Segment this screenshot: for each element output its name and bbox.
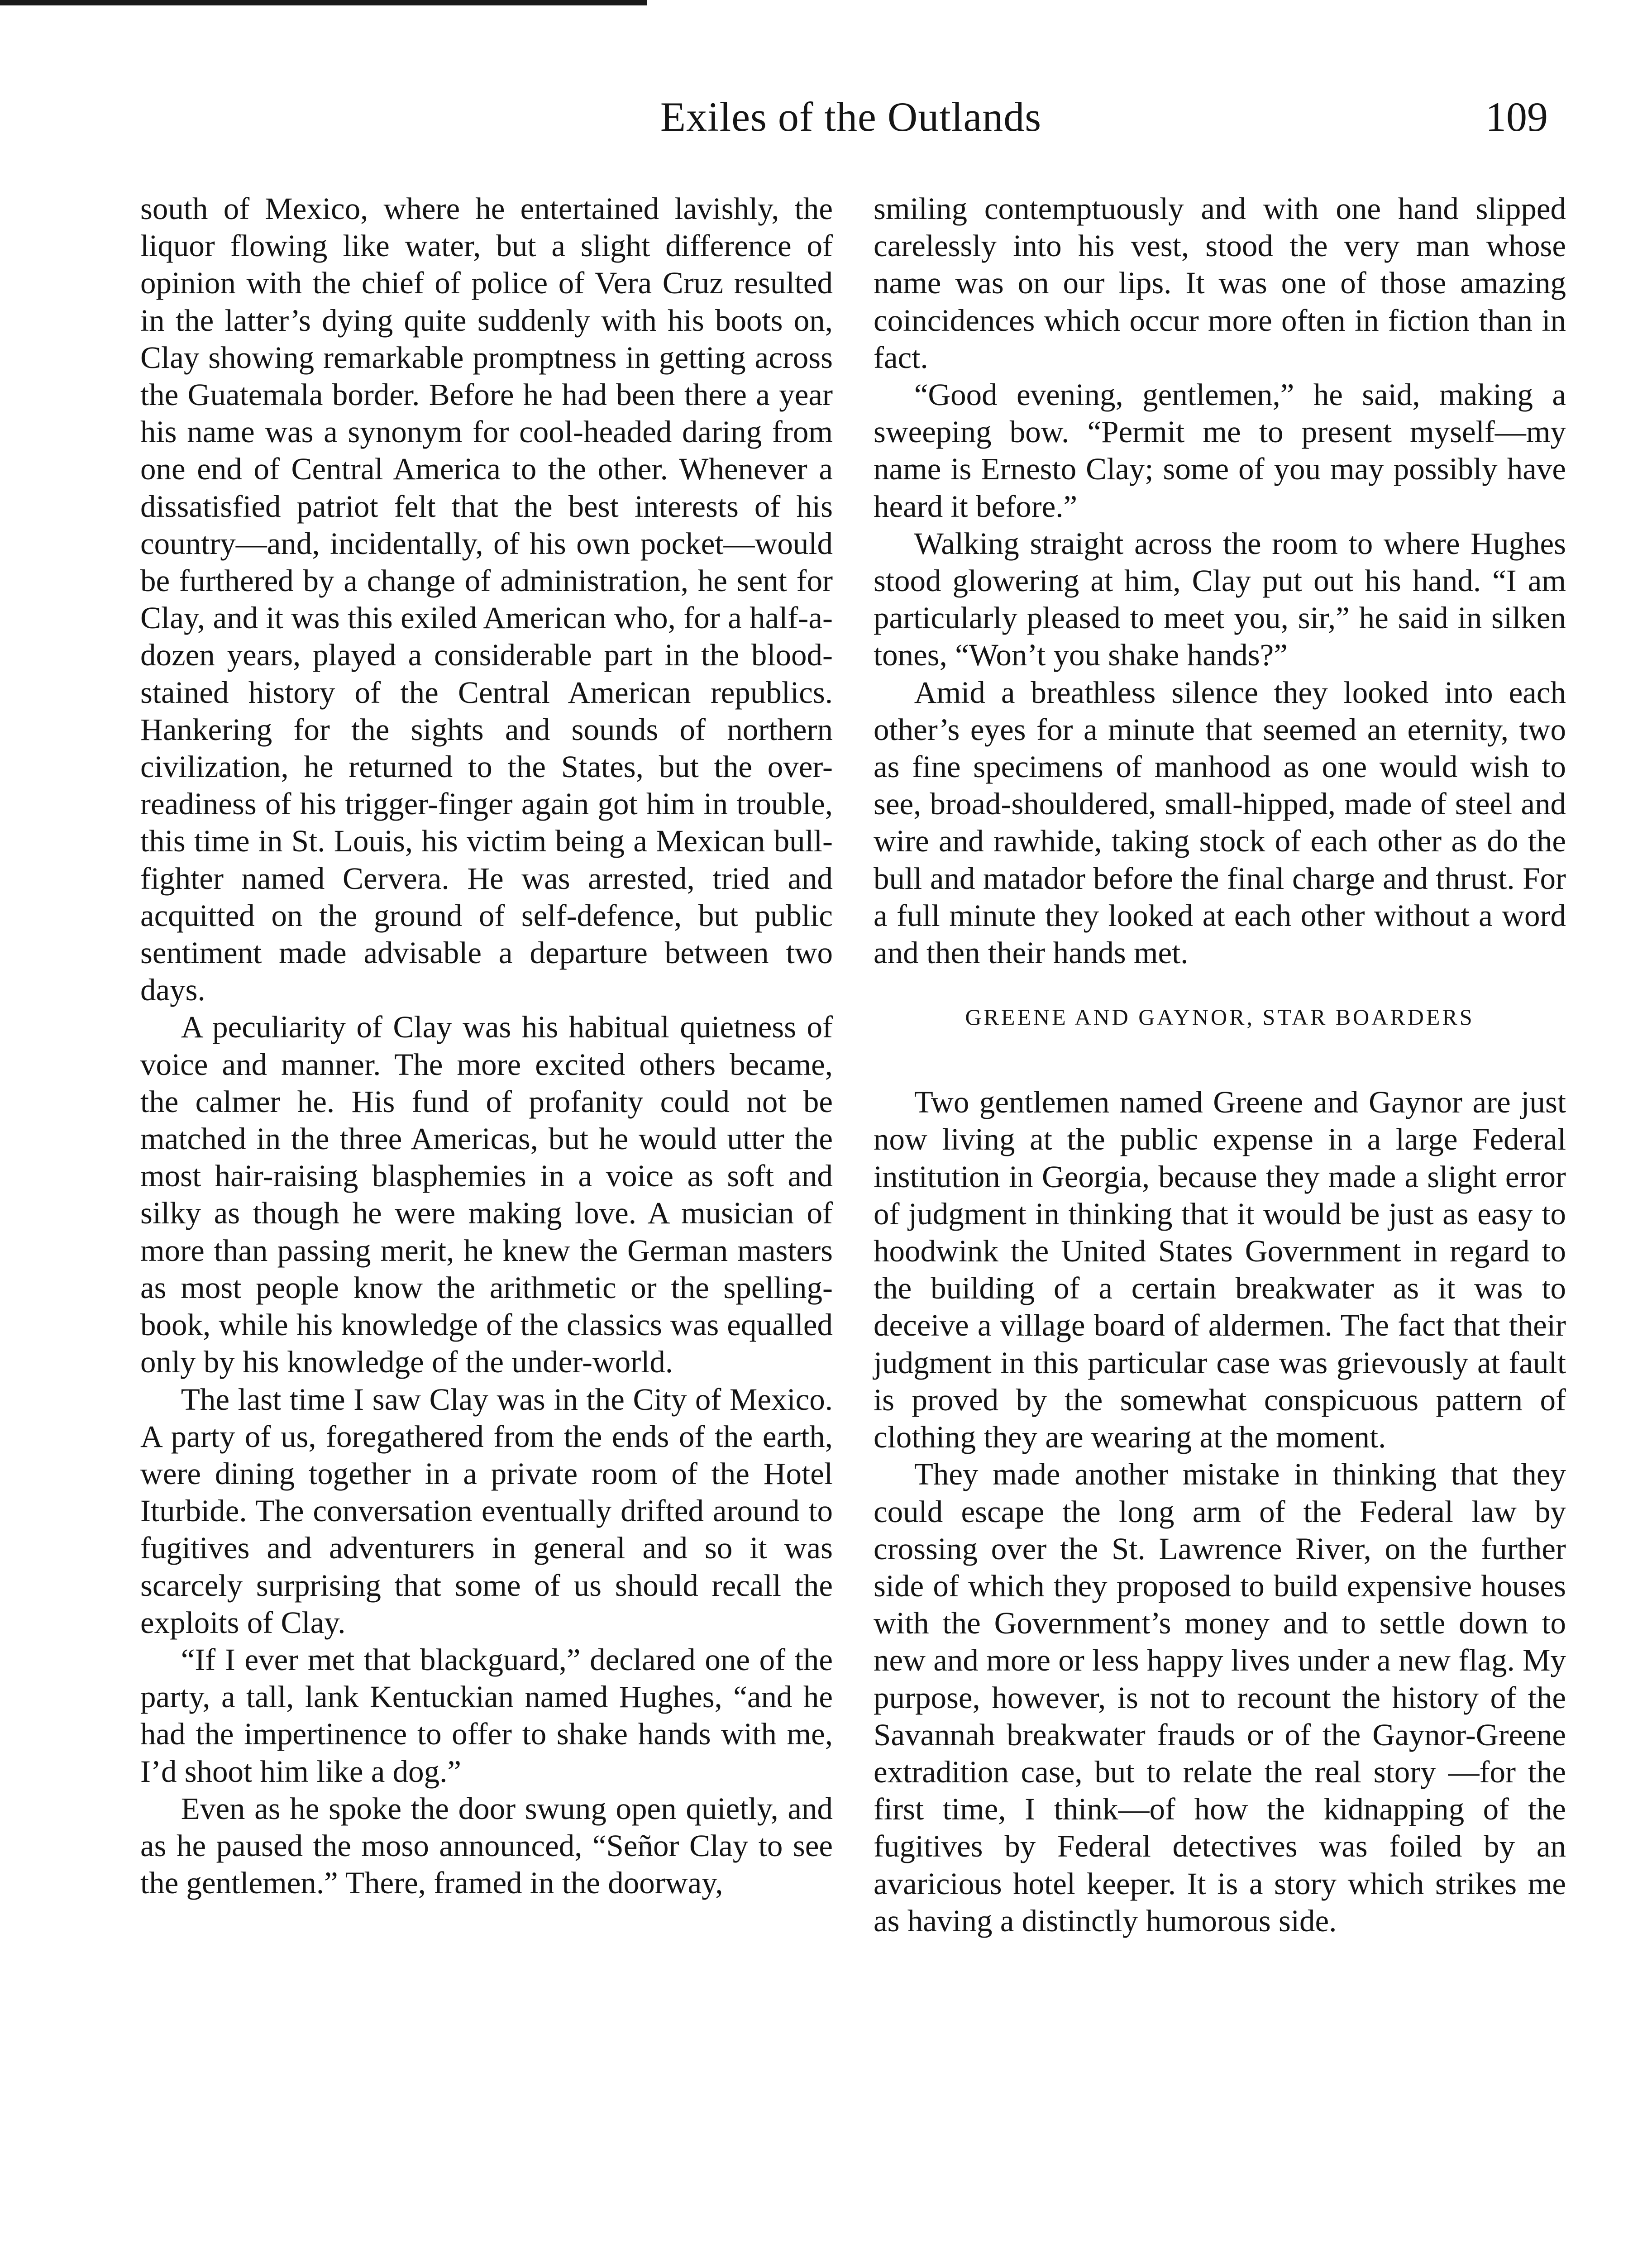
- paragraph: Walking straight across the room to where Hughes stood glowering at him, Clay put out his hand. “I am particularly pleased to meet you, sir,” he said in silken tones, “Won’t you shake hands?”: [874, 526, 1566, 673]
- paragraph: south of Mexico, where he entertained lavishly, the liquor flowing like water, but a slight difference of opinion with the chief of police of Vera Cruz resulted in the latter’s dying quite suddenly with his boots on, Clay showing remarkable promptness in getting across the Guatemala border. Before he had been there a year his name was a synonym for cool-headed daring from one end of Central America to the other. Whenever a dissatisfied patriot felt that the best interests of his country—and, incidentally, of his own pocket—would be furthered by a change of administration, he sent for Clay, and it was this exiled American who, for a half-a-dozen years, played a considerable part in the blood-stained history of the Central American republics. Hankering for the sights and sounds of northern civilization, he returned to the States, but the over-readiness of his trigger-finger again got him in trouble, this time in St. Louis, his victim being a Mexican bull-fighter named Cervera. He was arrested, tried and acquitted on the ground of self-defence, but public sentiment made advisable a departure between two days.: [140, 191, 833, 1007]
- paragraph: Even as he spoke the door swung open quietly, and as he paused the moso announced, “Señor Clay to see the gentlemen.” There, framed in the doorway,: [140, 1791, 833, 1900]
- right-column: [874, 190, 1566, 1939]
- paragraph: smiling contemptuously and with one hand slipped carelessly into his vest, stood the very man whose name was on our lips. It was one of those amazing coincidences which occur more often in fiction than in fact.: [874, 191, 1566, 375]
- section-heading: GREENE AND GAYNOR, STAR BOARDERS: [965, 1004, 1475, 1030]
- paragraph: They made another mistake in thinking that they could escape the long arm of the Federal law by crossing over the St. Lawrence River, on the further side of which they proposed to build expensive houses with the Government’s money and to settle down to new and more or less happy lives under a new flag. My purpose, however, is not to recount the history of the Savannah breakwater frauds or of the Gaynor-Greene extradition case, but to relate the real story —for the first time, I think—of how the kidnapping of the fugitives by Federal detectives was foiled by an avaricious hotel keeper. It is a story which strikes me as having a distinctly humorous side.: [874, 1457, 1566, 1938]
- top-rule: [0, 0, 647, 5]
- running-header-title: Exiles of the Outlands: [660, 94, 1042, 140]
- paragraph: Amid a breathless silence they looked into each other’s eyes for a minute that seemed an eternity, two as fine specimens of manhood as one would wish to see, broad-shouldered, small-hipped, made of steel and wire and rawhide, taking stock of each other as do the bull and matador before the final charge and thrust. For a full minute they looked at each other without a word and then their hands met.: [874, 675, 1566, 970]
- paragraph: “If I ever met that blackguard,” declared one of the party, a tall, lank Kentuckian named Hughes, “and he had the impertinence to offer to shake hands with me, I’d shoot him like a dog.”: [140, 1642, 833, 1789]
- left-column: [140, 190, 833, 1901]
- paragraph: “Good evening, gentlemen,” he said, making a sweeping bow. “Permit me to present myself—my name is Ernesto Clay; some of you may possibly have heard it before.”: [874, 377, 1566, 524]
- page-number: 109: [1485, 94, 1548, 140]
- paragraph: A peculiarity of Clay was his habitual quietness of voice and manner. The more excited others became, the calmer he. His fund of profanity could not be matched in the three Americas, but he would utter the most hair-raising blasphemies in a voice as soft and silky as though he were making love. A musician of more than passing merit, he knew the German masters as most people know the arithmetic or the spelling-book, while his knowledge of the classics was equalled only by his knowledge of the under-world.: [140, 1010, 833, 1380]
- paragraph: The last time I saw Clay was in the City of Mexico. A party of us, foregathered from the ends of the earth, were dining together in a private room of the Hotel Iturbide. The conversation eventually drifted around to fugitives and adventurers in general and so it was scarcely surprising that some of us should recall the exploits of Clay.: [140, 1382, 833, 1640]
- paragraph: Two gentlemen named Greene and Gaynor are just now living at the public expense in a large Federal institution in Georgia, because they made a slight error of judgment in thinking that it would be just as easy to hoodwink the United States Government in regard to the building of a certain breakwater as it was to deceive a village board of aldermen. The fact that their judgment in this particular case was grievously at fault is proved by the somewhat conspicuous pattern of clothing they are wearing at the moment.: [874, 1085, 1566, 1455]
